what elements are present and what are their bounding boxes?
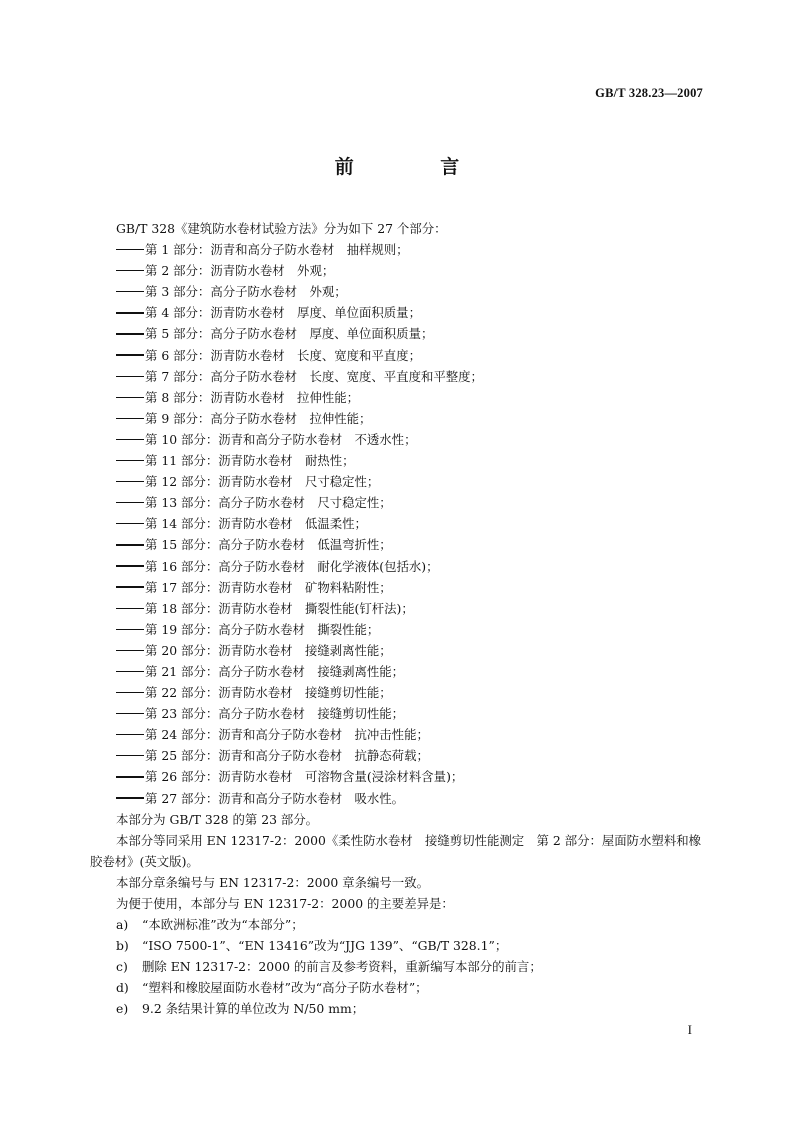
part-list-item xyxy=(90,556,706,577)
difference-marker: e) xyxy=(116,1001,129,1017)
em-dash-mark xyxy=(116,376,144,377)
difference-item xyxy=(90,977,706,998)
difference-item xyxy=(90,998,706,1019)
difference-marker: a) xyxy=(116,917,129,933)
em-dash-mark xyxy=(116,608,144,609)
part-text: 第 6 部分：沥青防水卷材 长度、宽度和平直度； xyxy=(145,347,421,363)
part-list-item xyxy=(90,682,706,703)
part-list-item xyxy=(90,640,706,661)
difference-text: “本欧洲标准”改为“本部分”； xyxy=(142,917,304,933)
difference-text: 删除 EN 12317-2：2000 的前言及参考资料，重新编写本部分的前言； xyxy=(142,959,542,975)
part-text: 第 25 部分：沥青和高分子防水卷材 抗静态荷载； xyxy=(145,748,429,764)
em-dash-mark xyxy=(116,481,144,482)
part-text: 第 13 部分：高分子防水卷材 尺寸稳定性； xyxy=(145,495,392,511)
part-list-item xyxy=(90,619,706,640)
part-text: 第 17 部分：沥青防水卷材 矿物料粘附性； xyxy=(145,579,392,595)
part-list-item xyxy=(90,281,706,302)
part-text: 第 4 部分：沥青防水卷材 厚度、单位面积质量； xyxy=(145,305,421,321)
em-dash-mark xyxy=(116,291,144,292)
part-list-item xyxy=(90,492,706,513)
part-list-item xyxy=(90,239,706,260)
em-dash-mark xyxy=(116,692,144,693)
part-list-item xyxy=(90,323,706,344)
intro-paragraph: GB/T 328《建筑防水卷材试验方法》分为如下 27 个部分： xyxy=(116,221,447,236)
difference-item xyxy=(90,935,706,956)
part-text: 第 15 部分：高分子防水卷材 低温弯折性； xyxy=(145,537,392,553)
differences-list xyxy=(90,914,706,1019)
part-list-item xyxy=(90,408,706,429)
clause-paragraph: 本部分章条编号与 EN 12317-2：2000 章条编号一致。 xyxy=(116,874,429,890)
em-dash-mark xyxy=(116,565,144,566)
part-list-item xyxy=(90,788,706,809)
part-list-item xyxy=(90,534,706,555)
part-text: 第 5 部分：高分子防水卷材 厚度、单位面积质量； xyxy=(145,326,434,342)
part-list-item xyxy=(90,302,706,323)
part-text: 第 20 部分：沥青防水卷材 接缝剥离性能； xyxy=(145,642,392,658)
page-title: 前 言 xyxy=(334,156,500,178)
part-list-item xyxy=(90,724,706,745)
em-dash-mark xyxy=(116,249,144,250)
em-dash-mark xyxy=(116,523,144,524)
difference-item xyxy=(90,914,706,935)
em-dash-mark xyxy=(116,671,144,672)
part-text: 第 11 部分：沥青防水卷材 耐热性； xyxy=(145,453,355,469)
part-text: 第 24 部分：沥青和高分子防水卷材 抗冲击性能； xyxy=(145,727,429,743)
part-list-item xyxy=(90,577,706,598)
part-text: 第 12 部分：沥青防水卷材 尺寸稳定性； xyxy=(145,474,380,490)
difference-marker: d) xyxy=(116,980,129,996)
part-text: 第 8 部分：沥青防水卷材 拉伸性能； xyxy=(145,389,360,405)
part-list-item xyxy=(90,366,706,387)
part-text: 第 18 部分：沥青防水卷材 撕裂性能(钉杆法)； xyxy=(145,600,414,616)
difference-text: “塑料和橡胶屋面防水卷材”改为“高分子防水卷材”； xyxy=(142,980,428,996)
difference-text: “ISO 7500-1”、“EN 13416”改为“JJG 139”、“GB/T 328.1”； xyxy=(142,938,508,954)
part-text: 第 22 部分：沥青防水卷材 接缝剪切性能； xyxy=(145,685,392,701)
part-list-item xyxy=(90,471,706,492)
part-text: 第 19 部分：高分子防水卷材 撕裂性能； xyxy=(145,621,380,637)
part-text: 第 27 部分：沥青和高分子防水卷材 吸水性。 xyxy=(145,790,405,806)
em-dash-mark xyxy=(116,270,144,271)
standard-number: GB/T 328.23—2007 xyxy=(595,86,703,100)
equivalent-paragraph: 本部分等同采用 EN 12317-2：2000《柔性防水卷材 接缝剪切性能测定 第 2 部分：屋面防水塑料和橡胶卷材》(英文版)。 xyxy=(90,832,701,869)
part-text: 第 9 部分：高分子防水卷材 拉伸性能； xyxy=(145,410,372,426)
part-text: 第 1 部分：沥青和高分子防水卷材 抽样规则； xyxy=(145,242,409,258)
em-dash-mark xyxy=(116,312,144,313)
em-dash-mark xyxy=(116,776,144,777)
em-dash-mark xyxy=(116,439,144,440)
part-list-item xyxy=(90,429,706,450)
em-dash-mark xyxy=(116,713,144,714)
part-list-item xyxy=(90,345,706,366)
em-dash-mark xyxy=(116,544,144,545)
part-text: 第 21 部分：高分子防水卷材 接缝剥离性能； xyxy=(145,663,405,679)
part-list-item xyxy=(90,703,706,724)
part-text: 第 23 部分：高分子防水卷材 接缝剪切性能； xyxy=(145,706,405,722)
em-dash-mark xyxy=(116,650,144,651)
em-dash-mark xyxy=(116,397,144,398)
part-text: 第 3 部分：高分子防水卷材 外观； xyxy=(145,284,347,300)
em-dash-mark xyxy=(116,460,144,461)
part-list-item xyxy=(90,260,706,281)
part-text: 第 10 部分：沥青和高分子防水卷材 不透水性； xyxy=(145,431,417,447)
page-number: I xyxy=(687,1022,692,1037)
part-of-paragraph: 本部分为 GB/T 328 的第 23 部分。 xyxy=(116,811,319,827)
part-list-item xyxy=(90,745,706,766)
em-dash-mark xyxy=(116,586,144,587)
difference-marker: c) xyxy=(116,959,128,975)
parts-list xyxy=(90,239,706,809)
difference-item xyxy=(90,956,706,977)
part-list-item xyxy=(90,387,706,408)
difference-text: 9.2 条结果计算的单位改为 N/50 mm； xyxy=(142,1001,365,1017)
em-dash-mark xyxy=(116,629,144,630)
part-text: 第 16 部分：高分子防水卷材 耐化学液体(包括水)； xyxy=(145,558,439,574)
difference-marker: b) xyxy=(116,938,129,954)
em-dash-mark xyxy=(116,354,144,355)
em-dash-mark xyxy=(116,333,144,334)
part-text: 第 2 部分：沥青防水卷材 外观； xyxy=(145,263,335,279)
part-list-item xyxy=(90,598,706,619)
em-dash-mark xyxy=(116,418,144,419)
part-text: 第 26 部分：沥青防水卷材 可溶物含量(浸涂材料含量)； xyxy=(145,769,464,785)
part-text: 第 14 部分：沥青防水卷材 低温柔性； xyxy=(145,516,367,532)
em-dash-mark xyxy=(116,502,144,503)
foreword-body xyxy=(90,218,706,1020)
part-text: 第 7 部分：高分子防水卷材 长度、宽度、平直度和平整度； xyxy=(145,368,483,384)
part-list-item xyxy=(90,450,706,471)
part-list-item xyxy=(90,513,706,534)
em-dash-mark xyxy=(116,797,144,798)
em-dash-mark xyxy=(116,734,144,735)
part-list-item xyxy=(90,766,706,787)
em-dash-mark xyxy=(116,755,144,756)
differences-intro: 为便于使用，本部分与 EN 12317-2：2000 的主要差异是： xyxy=(116,896,454,911)
part-list-item xyxy=(90,661,706,682)
